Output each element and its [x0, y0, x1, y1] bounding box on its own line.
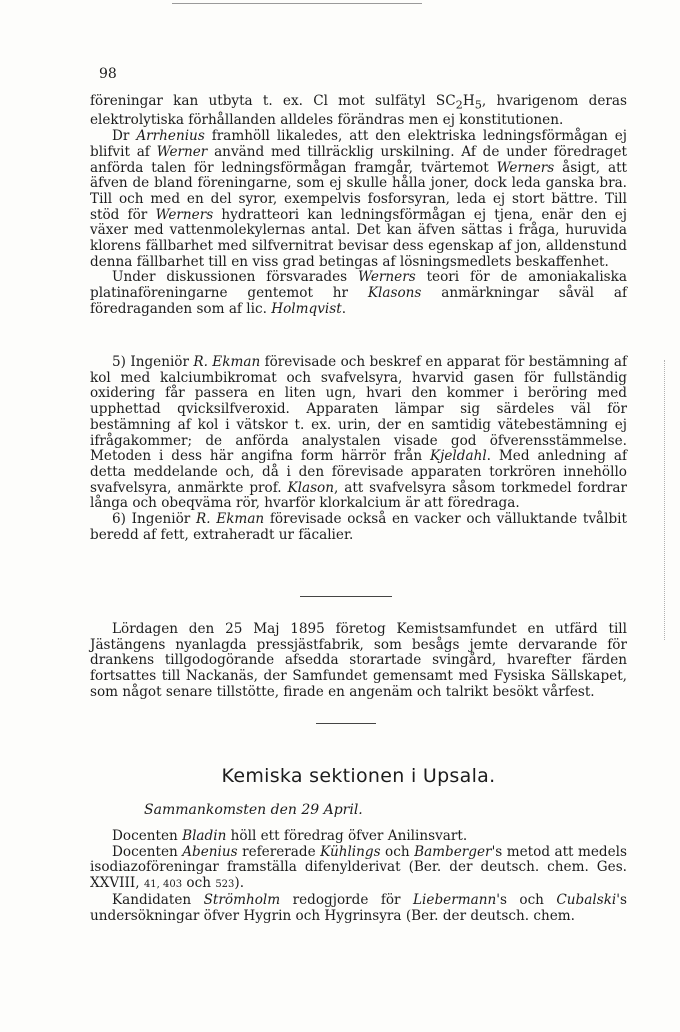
text-block-top: [90, 94, 627, 318]
separator-rule: [300, 596, 392, 597]
text-block-excursion: [90, 622, 627, 701]
session-heading: Sammankomsten den 29 April.: [144, 802, 363, 818]
paragraph-1: föreningar kan utbyta t. ex. Cl mot sulfätyl $SC_2H_5$, hvarigenom deras elektrolytiska förhållanden alldeles förändras men ej konstitutionen.: [90, 93, 627, 129]
text-block-bottom: [90, 829, 627, 924]
paragraph-2: Dr Arrhenius framhöll likaledes, att den elektriska ledningsförmågan ej blifvit af Werner använd med tillräcklig urskilning. Af de under föredraget anförda talen för ledningsförmågan framgår, tvärtemot Werners åsigt, att äfven de bland föreningarne, som ej skulle hålla joner, dock leda ganska bra. Till och med en del syror, exempelvis fosforsyran, leda ej stort bättre. Till stöd för Werners hydratteori kan ledningsförmågan ej tjena, enär den ej växer med vattenmolekylernas antal. Det kan äfven sättas i fråga, huruvida klorens fällbarhet med silfvernitrat bevisar dess egenskap af jon, alldenstund denna fällbarhet till en viss grad betingas af lösningsmedlets beskaffenhet.: [90, 128, 628, 270]
paragraph-7: Docenten Bladin höll ett föredrag öfver Anilinsvart.: [112, 828, 468, 844]
page-number: 98: [99, 66, 117, 82]
paragraph-3: Under diskussionen försvarades Werners teori för de amoniakaliska platinaföreningarne gentemot hr Klasons anmärkningar såväl af föredraganden som af lic. Holmqvist.: [90, 269, 627, 317]
section-heading: Kemiska sektionen i Upsala.: [221, 765, 496, 787]
paragraph-4: 5) Ingeniör R. Ekman förevisade och beskref en apparat för bestämning af kol med kalciumbikromat och svafvelsyra, hvarvid gasen för fullständig oxidering får passera en liten ugn, hvari den kommer i beröring med upphettad qvicksilfveroxid. Apparaten lämpar sig särdeles väl för bestämning af kol i vätskor t. ex. urin, der en samtidig vätebestämning ej ifrågakommer; de anförda analystalen visade god öfverensstämmelse. Metoden i dess här angifna form härrör från Kjeldahl. Med anledning af detta meddelande och, då i den förevisade apparaten torkrören innehöllo svafvelsyra, anmärkte prof. Klason, att svafvelsyra såsom torkmedel fordrar långa och obeqväma rör, hvarför klorkalcium är att föredraga.: [90, 354, 627, 512]
text-block-middle: [90, 355, 627, 543]
separator-rule-2: [316, 723, 376, 724]
paragraph-6: Lördagen den 25 Maj 1895 företog Kemistsamfundet en utfärd till Jästängens nyanlagda pressjästfabrik, som besågs jemte dervarande för drankens tillgodogörande afsedda storartade svingård, hvarefter färden fortsattes till Nackanäs, der Samfundet gemensamt med Fysiska Sällskapet, som något senare tillstötte, firade en angenäm och talrikt besökt vårfest.: [90, 621, 627, 700]
paragraph-8: Docenten Abenius refererade Kühlings och Bamberger's metod att medels isodiazoföreningar framställa difenylderivat (Ber. der deutsch. chem. Ges. XXVIII, 41, 403 och 523).: [90, 843, 627, 892]
paragraph-5: 6) Ingeniör R. Ekman förevisade också en vacker och välluktande tvålbit beredd af fett, extraheradt ur fäcalier.: [90, 511, 627, 543]
margin-dots: [664, 360, 667, 640]
top-rule: [172, 3, 422, 4]
paragraph-9: Kandidaten Strömholm redogjorde för Liebermann's och Cubalski's undersökningar öfver Hygrin och Hygrinsyra (Ber. der deutsch. chem.: [90, 891, 627, 924]
